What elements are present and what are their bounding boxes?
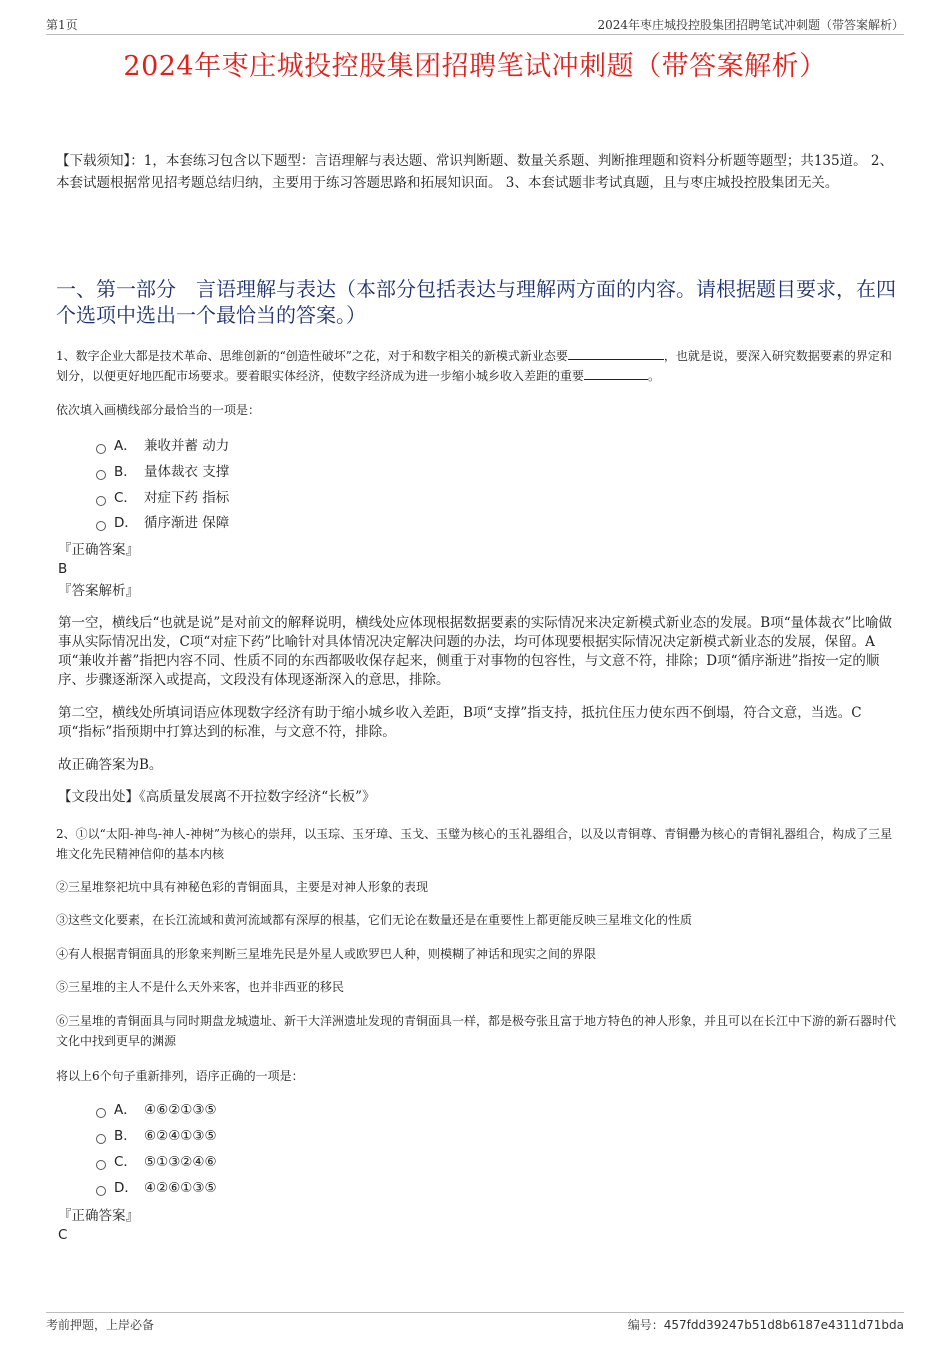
q2-sentence-3: ③这些文化要素，在长江流域和黄河流域都有深厚的根基，它们无论在数量还是在重要性上都更能反映三星堆文化的性质	[56, 913, 693, 927]
q1-prompt: 依次填入画横线部分最恰当的一项是：	[56, 403, 261, 417]
q2-sentence-5: ⑤三星堆的主人不是什么天外来客，也并非西亚的移民	[56, 980, 345, 994]
q1-analysis-p2: 第二空，横线处所填词语应体现数字经济有助于缩小城乡收入差距，B项“支撑”指支持，抵抗住压力使东西不倒塌，符合文意，当选。C项“指标”指预期中打算达到的标准，与文意不符，排除。	[58, 705, 862, 740]
q1-answer-label: 『正确答案』	[58, 542, 139, 558]
q1-source: 【文段出处】《高质量发展离不开拉数字经济“长板”》	[58, 789, 376, 805]
q1-option-d[interactable]: D． 循序渐进 保障	[96, 513, 229, 533]
radio-icon[interactable]	[96, 1108, 106, 1118]
q1-option-b[interactable]: B． 量体裁衣 支撑	[96, 462, 229, 482]
blank-1	[568, 346, 664, 360]
radio-icon[interactable]	[96, 496, 106, 506]
q2-option-b[interactable]: B． ⑥②④①③⑤	[96, 1126, 217, 1146]
q2-sentence-4: ④有人根据青铜面具的形象来判断三星堆先民是外星人或欧罗巴人种，则模糊了神话和现实之间的界限	[56, 947, 597, 961]
radio-icon[interactable]	[96, 1160, 106, 1170]
q1-conclusion: 故正确答案为B。	[58, 757, 163, 773]
q2-option-d[interactable]: D． ④②⑥①③⑤	[96, 1178, 217, 1198]
page-footer	[46, 1312, 904, 1333]
q1-answer: B	[58, 561, 68, 577]
footer-serial: 编号：457fdd39247b51d8b6187e4311d71bda	[627, 1318, 904, 1332]
q2-option-c[interactable]: C． ⑤①③②④⑥	[96, 1152, 217, 1172]
radio-icon[interactable]	[96, 470, 106, 480]
q1-stem: 1、数字企业大都是技术革命、思维创新的“创造性破坏”之花，对于和数字相关的新模式新业态要 ，也就是说，要深入研究数据要素的界定和划分，以便更好地匹配市场要求。要着眼实体经济，使数字经济成为进一步缩小城乡收入差距的重要 。	[56, 346, 898, 386]
footer-slogan: 考前押题，上岸必备	[46, 1318, 155, 1332]
section-heading: 一、第一部分 言语理解与表达（本部分包括表达与理解两方面的内容。请根据题目要求，在四个选项中选出一个最恰当的答案。）	[56, 277, 896, 327]
q1-option-c[interactable]: C． 对症下药 指标	[96, 488, 229, 508]
q1-option-a[interactable]: A． 兼收并蓄 动力	[96, 436, 229, 456]
document-title: 2024年枣庄城投控股集团招聘笔试冲刺题（带答案解析）	[123, 51, 827, 82]
q1-analysis-p1: 第一空，横线后“也就是说”是对前文的解释说明，横线处应体现根据数据要素的实际情况来决定新模式新业态的发展。B项“量体裁衣”比喻做事从实际情况出发，C项“对症下药”比喻针对具体情况决定解决问题的办法，均可体现要根据实际情况决定新模式新业态的发展，保留。A项“兼收并蓄”指把内容不同、性质不同的东西都吸收保存起来，侧重于对事物的包容性，与文意不符，排除；D项“循序渐进”指按一定的顺序、步骤逐渐深入或提高，文段没有体现逐渐深入的意思，排除。	[58, 615, 893, 688]
q2-sentence-6: ⑥三星堆的青铜面具与同时期盘龙城遗址、新干大洋洲遗址发现的青铜面具一样，都是极夸张且富于地方特色的神人形象，并且可以在长江中下游的新石器时代文化中找到更早的渊源	[56, 1014, 897, 1048]
radio-icon[interactable]	[96, 1186, 106, 1196]
radio-icon[interactable]	[96, 1134, 106, 1144]
page-number: 第1页	[46, 18, 78, 32]
download-notice: 【下载须知】：1，本套练习包含以下题型：言语理解与表达题、常识判断题、数量关系题、判断推理题和资料分析题等题型；共135道。 2、本套试题根据常见招考题总结归纳，主要用于练习答题思路和拓展知识面。 3、本套试题非考试真题，且与枣庄城投控股集团无关。	[56, 153, 893, 191]
q2-sentence-2: ②三星堆祭祀坑中具有神秘色彩的青铜面具，主要是对神人形象的表现	[56, 880, 429, 894]
q2-sentence-1: 2、①以“太阳-神鸟-神人-神树”为核心的崇拜，以玉琮、玉牙璋、玉戈、玉璧为核心的玉礼器组合，以及以青铜尊、青铜罍为核心的青铜礼器组合，构成了三星堆文化先民精神信仰的基本内核	[56, 827, 893, 861]
q2-prompt: 将以上6个句子重新排列，语序正确的一项是：	[56, 1069, 304, 1083]
blank-2	[584, 366, 648, 380]
q2-answer: C	[58, 1227, 68, 1243]
page-header	[46, 14, 904, 35]
header-doc-title: 2024年枣庄城投控股集团招聘笔试冲刺题（带答案解析）	[597, 18, 904, 32]
q2-answer-label: 『正确答案』	[58, 1208, 139, 1224]
radio-icon[interactable]	[96, 444, 106, 454]
q2-option-a[interactable]: A． ④⑥②①③⑤	[96, 1100, 217, 1120]
q1-analysis-label: 『答案解析』	[58, 583, 139, 599]
radio-icon[interactable]	[96, 521, 106, 531]
